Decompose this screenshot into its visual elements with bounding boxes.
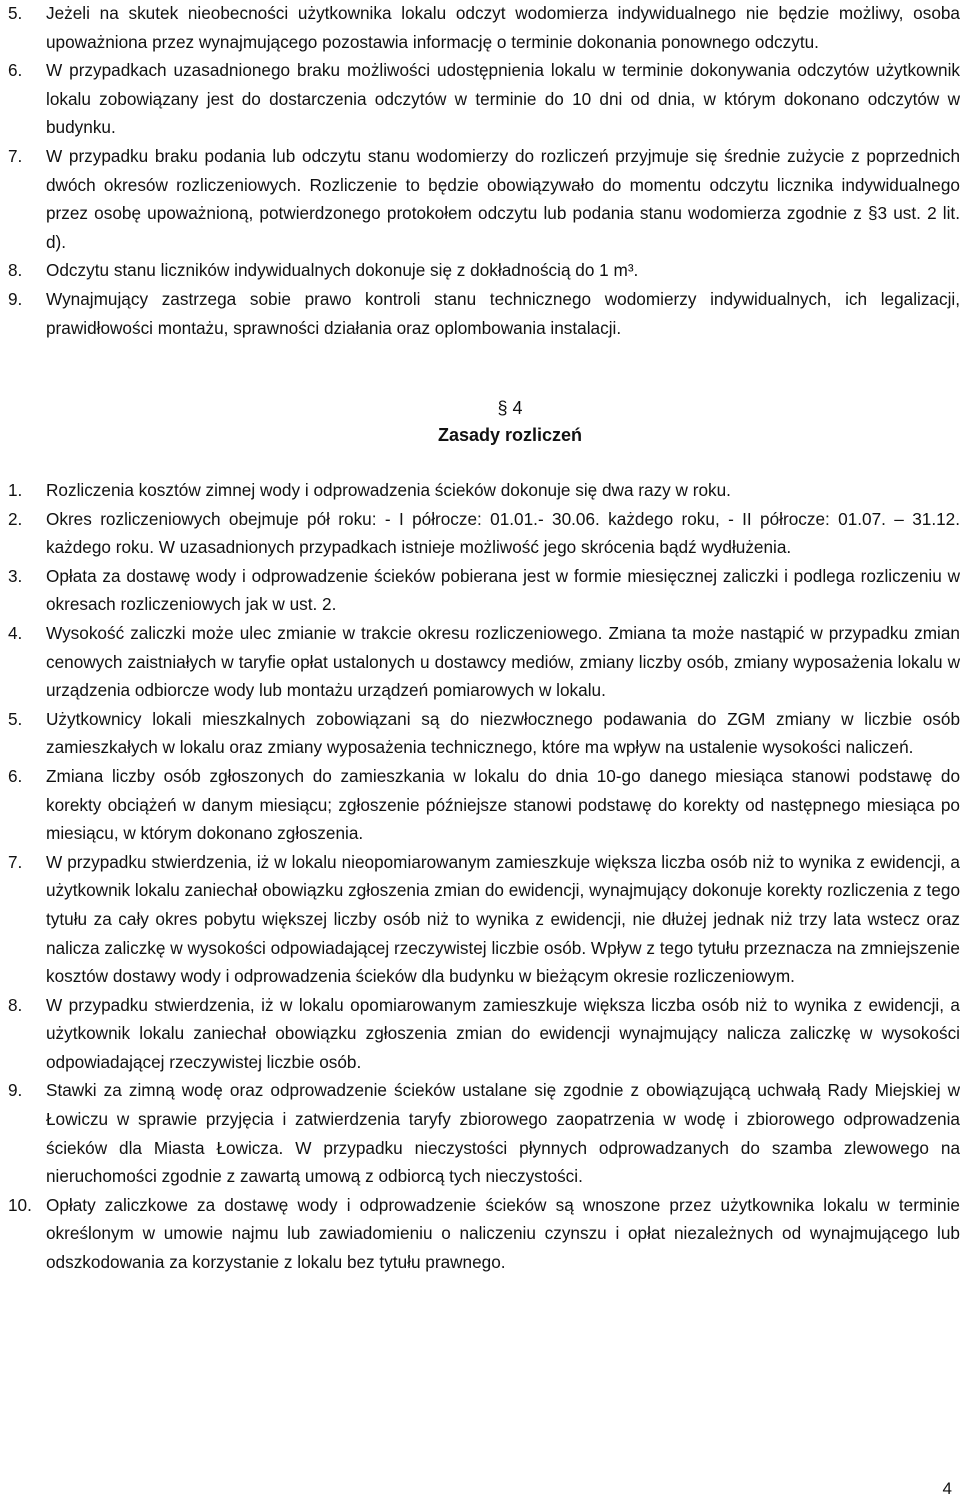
top-list: [8, 0, 960, 342]
section-sign: § 4: [497, 398, 523, 418]
list-item-text: W przypadkach uzasadnionego braku możliwości udostępnienia lokalu w terminie dokonywania odczytów użytkownik lokalu zobowiązany jest do dostarczenia odczytów w terminie do 10 dni od dnia, w którym dokonano odczytów w budynku.: [46, 60, 960, 138]
list-item: [8, 1076, 960, 1190]
list-item-text: Opłata za dostawę wody i odprowadzenie ścieków pobierana jest w formie miesięcznej zaliczki i podlega rozliczeniu w okresach rozliczeniowych jak w ust. 2.: [46, 565, 960, 615]
list-item-text: W przypadku braku podania lub odczytu stanu wodomierzy do rozliczeń przyjmuje się średnie zużycie z poprzednich dwóch okresów rozliczeniowych. Rozliczenie to będzie obowiązywało do momentu odczytu licznika indywidualnego przez osobę upoważnioną, potwierdzonego protokołem odczytu lub podania stanu wodomierza zgodnie z §3 ust. 2 lit. d).: [46, 145, 960, 252]
page-number: 4: [942, 1479, 952, 1498]
list-item-text: Wysokość zaliczki może ulec zmianie w trakcie okresu rozliczeniowego. Zmiana ta może nastąpić w przypadku zmian cenowych zaistniałych w taryfie opłat ustalonych u dostawcy mediów, zmiany liczby osób, zmiany wyposażenia lokalu w urządzenia odbiorcze wody lub montażu urządzeń pomiarowych w lokalu.: [46, 622, 960, 701]
list-item-text: Jeżeli na skutek nieobecności użytkownika lokalu odczyt wodomierza indywidualnego nie będzie możliwy, osoba upoważniona przez wynajmującego pozostawia informację o terminie dokonania ponownego odczytu.: [46, 3, 960, 52]
list-item: [8, 705, 960, 762]
list-item: [8, 562, 960, 619]
list-item: [8, 762, 960, 848]
list-item-number: 8.: [8, 260, 23, 281]
list-item-text: Rozliczenia kosztów zimnej wody i odprowadzenia ścieków dokonuje się dwa razy w roku.: [46, 480, 731, 500]
list-item-number: 10.: [8, 1194, 32, 1215]
section-title: Zasady rozliczeń: [437, 425, 583, 445]
list-item: [8, 256, 960, 285]
list-item-number: 6.: [8, 60, 23, 81]
list-item-number: 8.: [8, 994, 23, 1015]
list-item-number: 4.: [8, 622, 23, 643]
list-item-text: Użytkownicy lokali mieszkalnych zobowiązani są do niezwłocznego podawania do ZGM zmiany w liczbie osób zamieszkałych w lokalu oraz zmiany wyposażenia technicznego, które ma wpływ na ustalenie wysokości naliczeń.: [46, 708, 960, 758]
list-item: [8, 1191, 960, 1277]
list-item-text: Stawki za zimną wodę oraz odprowadzenie ścieków ustalane się zgodnie z obowiązującą uchwałą Rady Miejskiej w Łowiczu w sprawie przyjęcia i zatwierdzenia taryfy zbiorowego zaopatrzenia w wodę i zbiorowego odprowadzenia ścieków dla Miasta Łowicza. W przypadku nieczystości płynnych odprowadzanych do szamba zlewowego na nieruchomości zgodnie z zawartą umową z odbiorcą tych nieczystości.: [46, 1080, 960, 1187]
list-item-text: Zmiana liczby osób zgłoszonych do zamieszkania w lokalu do dnia 10-go danego miesiąca stanowi podstawę do korekty obciążeń w danym miesiącu; zgłoszenie późniejsze stanowi podstawę do korekty od następnego miesiąca po miesiącu, w którym dokonano zgłoszenia.: [46, 765, 960, 844]
list-item-number: 2.: [8, 508, 23, 529]
list-item-number: 5.: [8, 3, 23, 23]
list-item-text: Wynajmujący zastrzega sobie prawo kontroli stanu technicznego wodomierzy indywidualnych, ich legalizacji, prawidłowości montażu, sprawności działania oraz oplombowania instalacji.: [46, 288, 960, 338]
list-item-number: 9.: [8, 288, 23, 309]
list-item-number: 9.: [8, 1080, 23, 1101]
list-item-number: 7.: [8, 851, 23, 872]
list-item: [8, 619, 960, 705]
list-item: [8, 56, 960, 142]
section-list: [8, 476, 960, 1277]
list-item-number: 5.: [8, 708, 23, 729]
list-item-text: Odczytu stanu liczników indywidualnych dokonuje się z dokładnością do 1 m³.: [46, 260, 639, 281]
list-item: [8, 991, 960, 1077]
list-item-number: 7.: [8, 145, 23, 166]
list-item-number: 1.: [8, 480, 23, 500]
list-item-text: Opłaty zaliczkowe za dostawę wody i odprowadzenie ścieków są wnoszone przez użytkownika lokalu w terminie określonym w umowie najmu lub zawiadomieniu o naliczeniu czynszu i opłat niezależnych od wynajmującego lub odszkodowania za korzystanie z lokalu bez tytułu prawnego.: [46, 1194, 960, 1273]
list-item-text: W przypadku stwierdzenia, iż w lokalu nieopomiarowanym zamieszkuje większa liczba osób niż to wynika z ewidencji, a użytkownik lokalu zaniechał obowiązku zgłoszenia zmian do ewidencji, wynajmujący dokonuje korekty rozliczenia z tego tytułu za cały okres pobytu większej liczby osób niż to wynika z ewidencji, nie dłużej jednak niż trzy lata wstecz oraz nalicza zaliczkę w wysokości odpowiadającej rzeczywistej liczbie osób. Wpływ z tego tytułu przeznacza na zmniejszenie kosztów dostawy wody i odprowadzenia ścieków dla budynku w bieżącym okresie rozliczeniowym.: [46, 851, 960, 987]
list-item: [8, 142, 960, 256]
list-item-text: Okres rozliczeniowych obejmuje pół roku: - I półrocze: 01.01.- 30.06. każdego roku, - II półrocze: 01.07. – 31.12. każdego roku. W uzasadnionych przypadkach istnieje możliwość jego skrócenia bądź wydłużenia.: [46, 508, 960, 558]
list-item-number: 6.: [8, 765, 23, 786]
list-item: [8, 0, 960, 56]
list-item: [8, 285, 960, 342]
list-item: [8, 505, 960, 562]
list-item-text: W przypadku stwierdzenia, iż w lokalu opomiarowanym zamieszkuje większa liczba osób niż to wynika z ewidencji, a użytkownik lokalu zaniechał obowiązku zgłoszenia zmian do ewidencji wynajmujący nalicza zaliczkę w wysokości odpowiadającej rzeczywistej liczbie osób.: [46, 994, 960, 1072]
list-item: [8, 476, 960, 505]
list-item: [8, 848, 960, 991]
list-item-number: 3.: [8, 565, 23, 586]
